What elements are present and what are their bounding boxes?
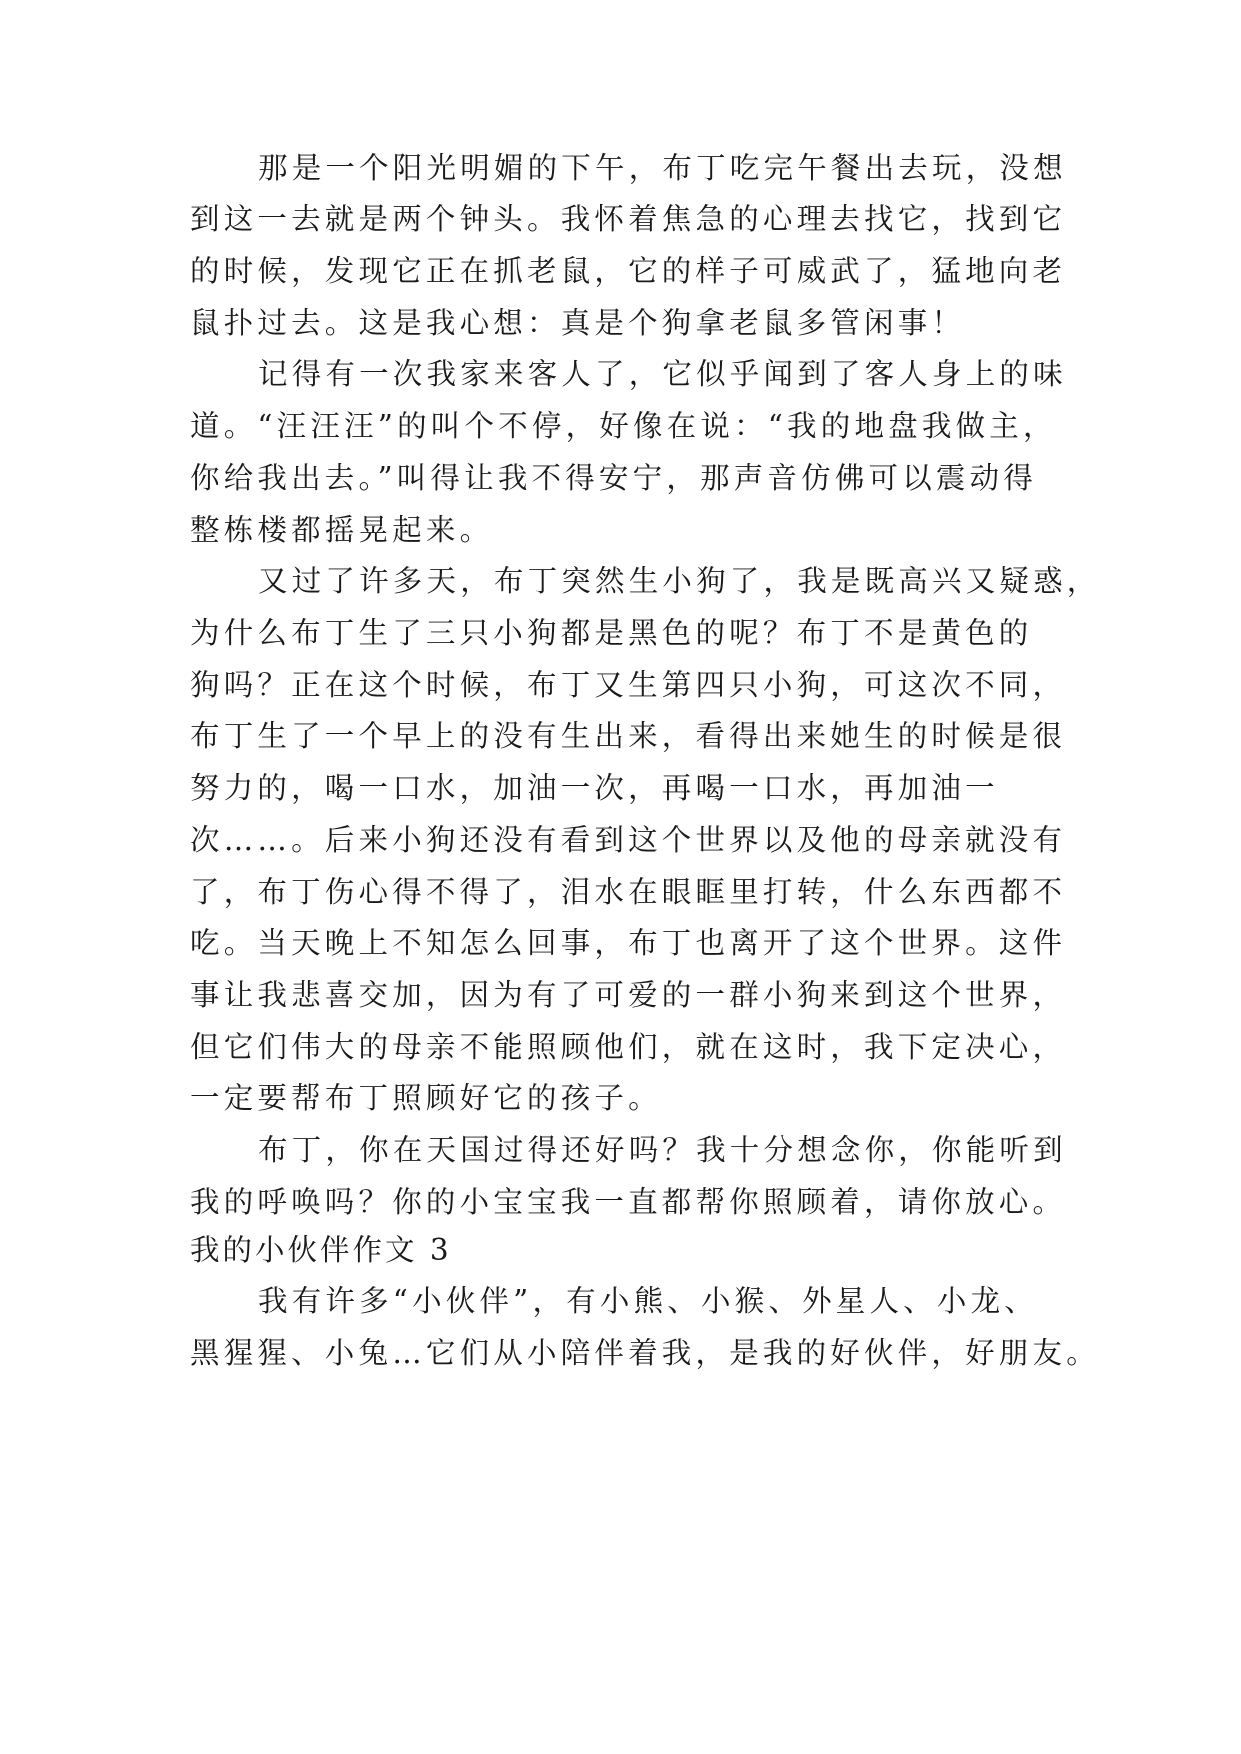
text-line: 你给我出去。”叫得让我不得安宁，那声音仿佛可以震动得 xyxy=(190,461,1038,495)
text-line: 事让我悲喜交加，因为有了可爱的一群小狗来到这个世界， xyxy=(190,978,1067,1012)
text-line: 布丁生了一个早上的没有生出来，看得出来她生的时候是很 xyxy=(190,719,1067,753)
text-line: 道。“汪汪汪”的叫个不停，好像在说：“我的地盘我做主， xyxy=(190,409,1057,443)
text-line: 吃。当天晚上不知怎么回事，布丁也离开了这个世界。这件 xyxy=(190,926,1067,960)
text-line: 黑猩猩、小兔…它们从小陪伴着我，是我的好伙伴，好朋友。 xyxy=(190,1336,1100,1370)
text-line: 记得有一次我家来客人了，它似乎闻到了客人身上的味 xyxy=(258,357,1067,391)
text-line: 那是一个阳光明媚的下午，布丁吃完午餐出去玩，没想 xyxy=(258,151,1067,185)
text-line: 整栋楼都摇晃起来。 xyxy=(190,513,494,547)
text-line: 为什么布丁生了三只小狗都是黑色的呢？布丁不是黄色的 xyxy=(190,616,1033,650)
text-line: 一定要帮布丁照顾好它的孩子。 xyxy=(190,1081,662,1115)
text-line: 了，布丁伤心得不得了，泪水在眼眶里打转，什么东西都不 xyxy=(190,875,1067,909)
text-line: 我的呼唤吗？你的小宝宝我一直都帮你照顾着，请你放心。 xyxy=(190,1185,1067,1219)
text-line: 狗吗？正在这个时候，布丁又生第四只小狗，可这次不同， xyxy=(190,668,1067,702)
text-line: 布丁，你在天国过得还好吗？我十分想念你，你能听到 xyxy=(258,1133,1067,1167)
section-heading: 我的小伙伴作文 3 xyxy=(190,1233,452,1267)
text-line: 鼠扑过去。这是我心想：真是个狗拿老鼠多管闲事！ xyxy=(190,306,966,340)
text-line: 次……。后来小狗还没有看到这个世界以及他的母亲就没有 xyxy=(190,823,1067,857)
text-line: 到这一去就是两个钟头。我怀着焦急的心理去找它，找到它 xyxy=(190,202,1067,236)
text-line: 努力的，喝一口水，加油一次，再喝一口水，再加油一 xyxy=(190,771,999,805)
text-line: 又过了许多天，布丁突然生小狗了，我是既高兴又疑惑， xyxy=(258,564,1101,598)
text-line: 的时候，发现它正在抓老鼠，它的样子可威武了，猛地向老 xyxy=(190,254,1067,288)
text-line: 我有许多“小伙伴”，有小熊、小猴、外星人、小龙、 xyxy=(258,1284,1038,1318)
text-line: 但它们伟大的母亲不能照顾他们，就在这时，我下定决心， xyxy=(190,1030,1067,1064)
